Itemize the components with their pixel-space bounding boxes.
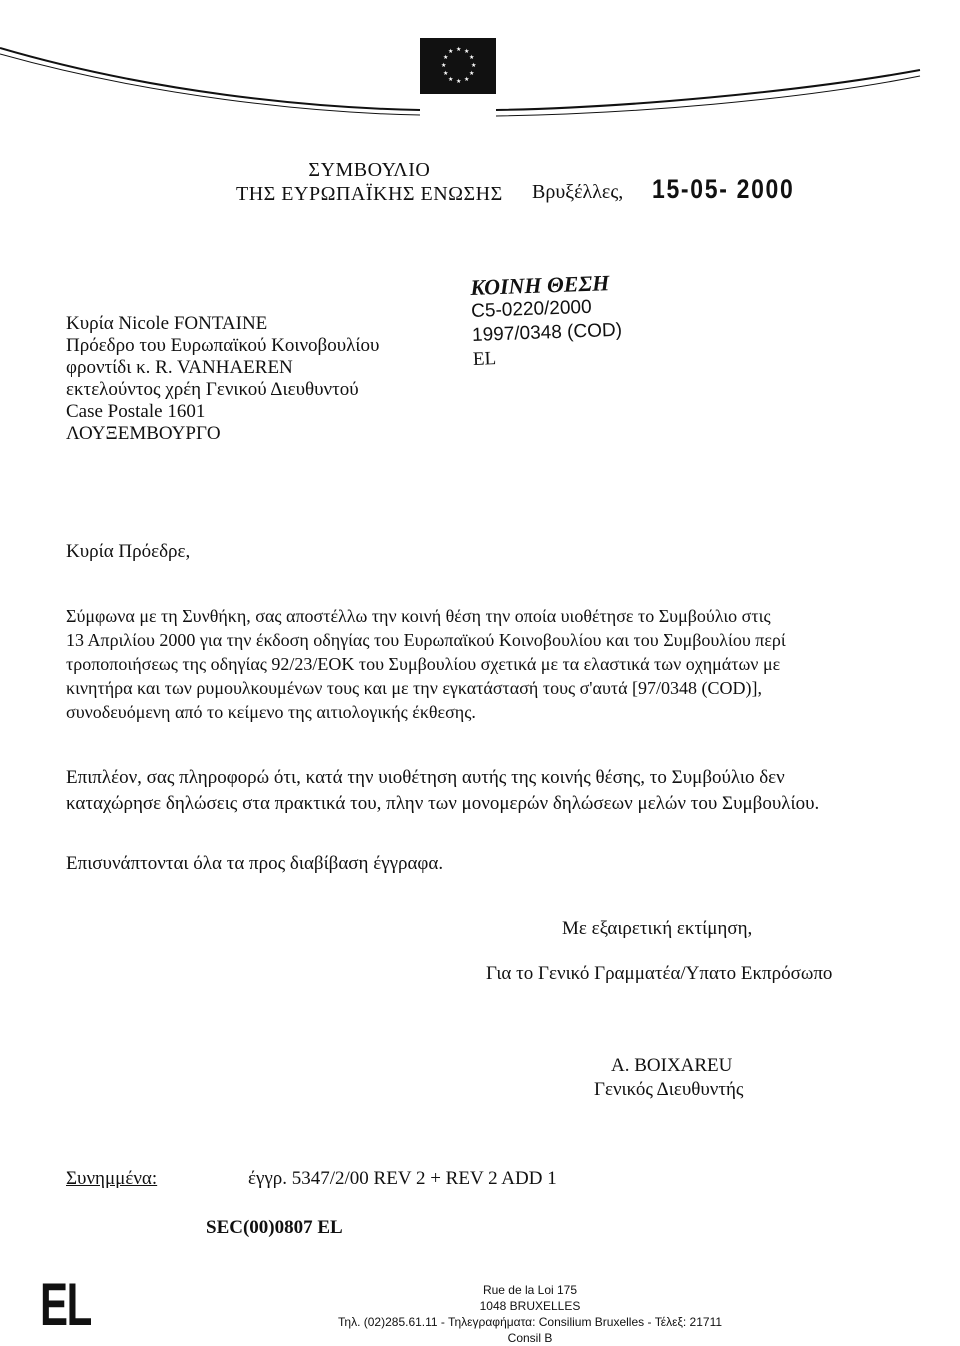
attachments-label: Συνημμένα:	[66, 1168, 158, 1189]
paragraph-line: τροποποιήσεως της οδηγίας 92/23/ΕΟΚ του Συμβουλίου σχετικά με τα ελαστικά των οχημάτων με	[66, 654, 781, 674]
signatory-title: Γενικός Διευθυντής	[594, 1079, 744, 1100]
paragraph-line: κινητήρα και των ρυμουλκουμένων τους και με την εγκατάστασή τους σ'αυτά [97/0348 (COD)],	[66, 678, 763, 698]
addressee-line: εκτελούντος χρέη Γενικού Διευθυντού	[66, 379, 359, 400]
eu-flag-icon	[420, 38, 496, 94]
language-code: EL	[40, 1271, 91, 1338]
letterhead-line2: ΤΗΣ ΕΥΡΩΠΑΪΚΗΣ ΕΝΩΣΗΣ	[236, 183, 503, 205]
svg-text:★: ★	[464, 48, 470, 55]
svg-text:★: ★	[469, 54, 475, 61]
closing-regards: Με εξαιρετική εκτίμηση,	[562, 918, 753, 939]
reference-number: C5-0220/2000	[470, 296, 592, 322]
letterhead	[236, 158, 503, 206]
addressee-line: φροντίδι κ. R. VANHAEREN	[66, 357, 293, 378]
paragraph-line: καταχώρησε δηλώσεις στα πρακτικά του, πλην των μονομερών δηλώσεων μελών του Συμβουλίου.	[66, 793, 820, 814]
salutation: Κυρία Πρόεδρε,	[66, 541, 191, 562]
place: Βρυξέλλες,	[532, 181, 624, 203]
footer-line: Τηλ. (02)285.61.11 - Τηλεγραφήματα: Consilium Bruxelles - Τέλεξ: 21711 Consil B	[337, 1315, 723, 1345]
reference-stamp	[470, 271, 623, 372]
date: 15-05- 2000	[652, 174, 795, 204]
svg-text:★: ★	[443, 70, 449, 77]
footer-address	[330, 1282, 730, 1346]
addressee-line: Case Postale 1601	[66, 401, 206, 422]
svg-text:★: ★	[443, 54, 449, 61]
svg-text:★: ★	[456, 78, 462, 85]
svg-text:★: ★	[456, 46, 462, 53]
svg-text:★: ★	[448, 76, 454, 83]
closing-on-behalf: Για το Γενικό Γραμματέα/Υπατο Εκπρόσωπο	[486, 963, 833, 984]
attachments-text: έγγρ. 5347/2/00 REV 2 + REV 2 ADD 1	[248, 1168, 557, 1189]
svg-text:★: ★	[448, 48, 454, 55]
paragraph-line: 13 Απριλίου 2000 για την έκδοση οδηγίας του Ευρωπαϊκού Κοινοβουλίου και του Συμβουλίου περί	[66, 630, 786, 650]
paragraph-2	[66, 765, 876, 817]
svg-text:★: ★	[464, 76, 470, 83]
svg-text:★: ★	[441, 62, 447, 69]
footer-line: 1048 BRUXELLES	[479, 1299, 581, 1313]
addressee-line: Κυρία Nicole FONTAINE	[66, 313, 268, 334]
addressee-line: Πρόεδρο του Ευρωπαϊκού Κοινοβουλίου	[66, 335, 380, 356]
signatory-name: A. BOIXAREU	[611, 1055, 733, 1076]
sec-reference: SEC(00)0807 EL	[206, 1217, 343, 1238]
letterhead-line1: ΣΥΜΒΟΥΛΙΟ	[308, 159, 431, 181]
reference-language: EL	[472, 348, 497, 370]
paragraph-1	[66, 604, 876, 724]
paragraph-line: Σύμφωνα με τη Συνθήκη, σας αποστέλλω την κοινή θέση την οποία υιοθέτησε το Συμβούλιο στις	[66, 606, 771, 626]
footer-line: Rue de la Loi 175	[482, 1283, 578, 1297]
addressee-line: ΛΟΥΞΕΜΒΟΥΡΓΟ	[66, 423, 221, 444]
paragraph-line: συνοδευόμενη από το κείμενο της αιτιολογικής έκθεσης.	[66, 702, 476, 722]
paragraph-line: Επιπλέον, σας πληροφορώ ότι, κατά την υιοθέτηση αυτής της κοινής θέσης, το Συμβούλιο δεν	[66, 767, 785, 788]
paragraph-3: Επισυνάπτονται όλα τα προς διαβίβαση έγγραφα.	[66, 853, 444, 874]
svg-text:★: ★	[469, 70, 475, 77]
svg-text:★: ★	[471, 62, 477, 69]
reference-procedure: 1997/0348 (COD)	[471, 319, 623, 346]
addressee-block	[66, 313, 379, 445]
reference-title: ΚΟΙΝΗ ΘΕΣΗ	[469, 270, 610, 300]
